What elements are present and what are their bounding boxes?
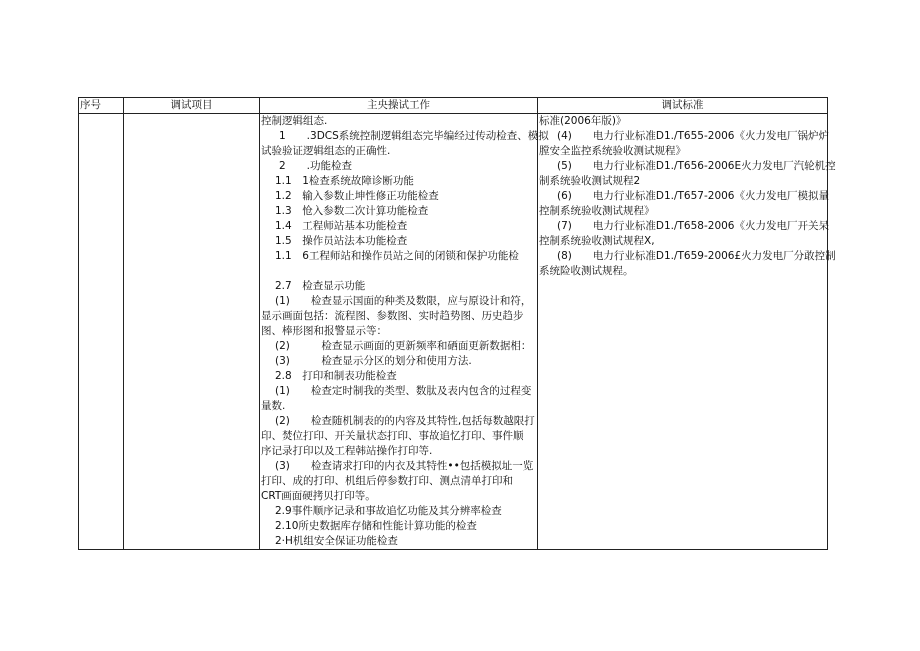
work-line: 序记录打印以及工程韩站操作打印等.: [261, 445, 433, 457]
work-line: 1.3 怆入参数二次计算功能检查: [275, 205, 429, 217]
work-line: 2.9事件顺序记录和事故追忆功能及其分辨率检查: [275, 505, 502, 517]
header-debug-standard: 调试标准: [538, 98, 828, 114]
work-line: 打印、成的打印、机组后停参数打印、测点清单打印和: [261, 475, 513, 487]
header-serial-number: 序号: [79, 98, 124, 114]
table-header-row: [79, 98, 828, 114]
debug-work-table: [78, 97, 836, 550]
standard-line: 系统险收测试规程。: [539, 265, 634, 277]
standard-line: (4) 电力行业标准D1./T655-2006《火力发电厂锅炉炉: [557, 130, 829, 142]
standard-line: (6) 电力行业标准D1./T657-2006《火力发电厂模拟量: [557, 190, 829, 202]
work-line-blank: [261, 264, 536, 279]
work-line: (2) 检查显示画面的更新频率和硒面更新数据相：: [275, 340, 532, 352]
main-work-cell: [260, 114, 549, 550]
table-row: [79, 114, 828, 550]
standard-line: (5) 电力行业标准D1./T656-2006E火力发电厂汽轮机控: [557, 160, 836, 172]
work-line: CRT画面硬拷贝打印等。: [261, 490, 376, 502]
work-line: 图、棒形图和报警显示等：: [261, 325, 387, 337]
work-line: 1.4 工程师站基本功能检查: [275, 220, 408, 232]
debug-item-cell: [124, 114, 260, 550]
work-line: (1) 检查定时制我的类型、数肽及表内包含的过程变: [275, 385, 532, 397]
serial-number-cell: [79, 114, 124, 550]
work-line: 显示画面包括：流程图、参数图、实时趋势图、历史趋步: [261, 310, 524, 322]
standard-line: 控制系统验收测试规程X,: [539, 235, 655, 247]
work-line: (2) 检查随机制表的的内容及其特性,包括每数越限打: [275, 415, 535, 427]
work-line: 印、焚位打印、开关量状态打印、事故追忆打印、事件顺: [261, 430, 524, 442]
work-line: 1.2 输入参数止坤性修正功能检查: [275, 190, 439, 202]
standard-line: 标准(2006年版)》: [539, 115, 627, 127]
work-line: 1 .3DCS系统控制逻辑组态完毕编经过传动检查、模拟: [279, 130, 549, 142]
standard-line: 控制系统验收测试规程》: [539, 205, 655, 217]
standard-line: (8) 电力行业标准D1./T659-2006£火力发电厂分敢控制: [557, 250, 836, 262]
work-line: 1.5 操作员站法本功能检查: [275, 235, 408, 247]
work-line: 2.7 检查显示功能: [275, 280, 366, 292]
work-line: 量数.: [261, 400, 286, 412]
work-line: 控制逻辑组态.: [261, 115, 328, 127]
standard-line: 制系统验收测试规程2: [539, 175, 641, 187]
work-line: 2 .功能检查: [279, 160, 353, 172]
debug-standard-cell: [538, 114, 836, 550]
header-debug-item: 调试项目: [124, 98, 260, 114]
header-main-work: 主央操试工作: [260, 98, 538, 114]
work-line: 1.1 1检查系统故障诊断功能: [275, 175, 414, 187]
work-line: 1.1 6工程师站和操作员站之间的闭锁和保护功能检: [275, 250, 519, 262]
work-line: 试验验证逻辑组态的正确性.: [261, 145, 391, 157]
work-line: (1) 检查显示国面的种类及数限，应与原设计和符，: [275, 295, 532, 307]
work-line: 2·H机组安全保证功能检查: [275, 535, 398, 547]
work-line: (3) 检查请求打印的内衣及其特性••包括模拟址一览: [275, 460, 534, 472]
standard-line: (7) 电力行业标准D1./T658-2006《火力发电厂开关呆: [557, 220, 829, 232]
work-line: 2.8 打印和制表功能检查: [275, 370, 397, 382]
work-line: (3) 检查显示分区的划分和使用方法.: [275, 355, 472, 367]
work-line: 2.10所史数据库存储和性能计算功能的检查: [275, 520, 477, 532]
standard-line: 膛安全监控系统验收测试规程》: [539, 145, 686, 157]
